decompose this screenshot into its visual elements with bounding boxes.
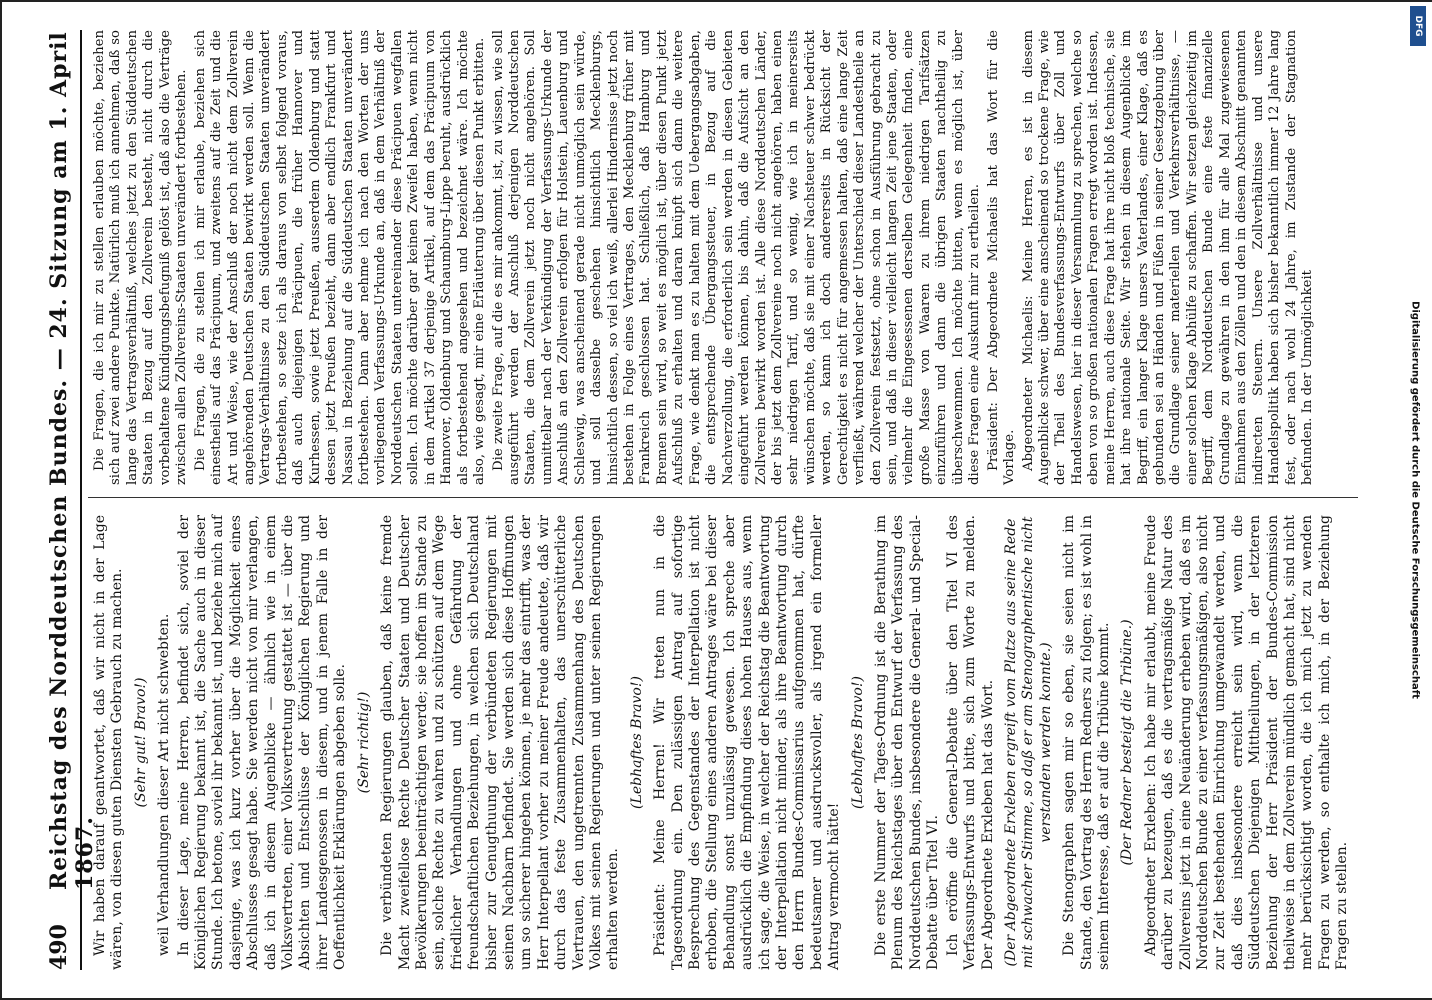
- rotated-page: [40, 20, 1370, 980]
- stage-direction: (Der Redner besteigt die Tribüne.): [1119, 619, 1136, 866]
- paragraph: Die zweite Frage, auf die es mir ankommt, ist, zu wissen, wie soll ausgeführt werden der Anschluß derjenigen Norddeutschen Staaten, die dem Zollverein jetzt noch nicht angehören. Soll unmittelbar nach der Verkündigung der Verfassungs-Urkunde der Anschluß an den Zollverein erfolgen für Holstein, Lauenburg und Schleswig, was anscheinend gerade nicht unmöglich sein würde, und soll dasselbe geschehen hinsichtlich Mecklenburgs, hinsichtlich dessen, so viel ich weiß, allerlei Hindernisse jetzt noch bestehen in Folge eines Vertrages, den Mecklenburg früher mit Frankreich geschlossen hat. Schließlich, daß Hamburg und Bremen sein wird, so weit es möglich ist, über diesen Punkt jetzt Aufschluß zu erhalten und daran knüpft sich dann die weitere Frage, wie denkt man es zu halten mit dem Uebergangsabgaben, die entsprechende Übergangssteuer, in Bezug auf die Nachverzollung, die erforderlich sein werden in diesen Gebieten eingeführt werden können, bis dahin, daß die Aufsicht an den Zollverein bewirkt worden ist. Alle diese Norddeutschen Länder, der bis jetzt dem Zollvereine noch nicht angehören, haben einen sehr niedrigen Tarif, und so wenig, wie ich in meinerseits wünschen möchte, daß sie mit einer Nachsteuer schwer bedrückt werden, so kann ich doch andererseits in Rücksicht der Gerechtigkeit es nicht für angemessen halten, daß eine lange Zeit verfließt, während welcher der Unterschied dieser Landestheile an den Zollverein festsetzt, ohne schon in Ausführung gebracht zu sein, und daß in dieser vielleicht langen Zeit jene Staaten, oder vielmehr die Eingesessenen derselben Gelegenheit finden, eine große Masse von Waaren zu ihrem niedrigen Tarifsätzen einzuführen und dann die übrigen Staaten nachtheilig zu überschwemmen. Ich möchte bitten, wenn es möglich ist, über diese Fragen eine Auskunft mir zu ertheilen.: [490, 30, 983, 485]
- stage-direction: (Der Abgeordnete Erxleben ergreift vom Platze aus seine Rede mit schwacher Stimme, so daß er am Stenographentische nicht verstanden werden konnte.): [1002, 516, 1054, 969]
- stage-direction: (Sehr gut! Bravo!): [132, 677, 149, 808]
- column-divider: [88, 497, 1358, 498]
- page-header: [40, 30, 98, 970]
- stage-direction: (Lebhaftes Bravo!): [849, 676, 866, 809]
- paragraph: Abgeordneter Erxleben: Ich habe mir erlaubt, meine Freude darüber zu bezeugen, daß es die vertragsmäßige Natur des Zollvereins jetzt in eine Neuänderung erheben wird, daß es im Norddeutschen Bunde zu einer verfassungsmäßigen, also nicht zur Zeit bestehenden Einrichtung umgewandelt werden, und daß dies insbesondere erreicht sein wird, wenn die Süddeutschen Diejenigen Mittheilungen, in der letzteren Beziehung der Herr Präsident der Bundes-Commission theilweise in dem Zollverein mündlich gemacht hat, sind nicht mehr berücksichtigt worden, die ich mich jetzt zu wenden Fragen zu werden, so enthalte ich mich, in der Beziehung Fragen zu stellen.: [1142, 515, 1351, 970]
- paragraph: Wir haben darauf geantwortet, daß wir nicht in der Lage wären, von diesen guten Diensten Gebrauch zu machen.: [92, 515, 126, 970]
- page-number: 490: [46, 924, 72, 970]
- paragraph: Präsident: Meine Herren! Wir treten nun in die Tagesordnung ein. Den zulässigen Antrag auf sofortige Besprechung des Gegenstandes der Interpellation ist nicht erhoben, die Stellung eines anderen Antrages wäre bei dieser Behandlung sonst unzulässig gewesen. Ich spreche aber ausdrücklich die Empfindung dieses hohen Hauses aus, wenn ich sage, die Weise, in welcher der Reichstag die Beantwortung der Interpellation nicht minder, als ihre Beantwortung durch den Herrn Bundes-Commissarius aufgenommen hat, dürfte bedeutsamer und ausdrucksvoller, als irgend ein formeller Antrag vermocht hätte!: [652, 515, 843, 970]
- frame-left-line: [0, 0, 2, 1000]
- paragraph: weil Verhandlungen dieser Art nicht schwebten.: [156, 613, 173, 956]
- paragraph: Die erste Nummer der Tages-Ordnung ist die Berathung im Plenum des Reichstages über den Entwurf der Verfassung des Norddeutschen Bundes, insbesondere die General- und Special-Debatte über Titel VI.: [873, 515, 942, 970]
- attribution-text: Digitalisierung gefördert durch die Deutsche Forschungsgemeinschaft: [1409, 301, 1421, 699]
- paragraph: In dieser Lage, meine Herren, befindet sich, soviel der Königlichen Regierung bekannt ist, die Sache auch in dieser Stunde. Ich betone, soviel ihr bekannt ist, und beziehe mich auf dasjenige, was ich kurz vorher über die Möglichkeit eines Abschlusses gesagt habe. Sie werden nicht von mir verlangen, daß ich in diesem Augenblicke — ähnlich wie in einem Volksvertreten, einer Volksvertretung gestattet ist — über die Absichten und Entschlüsse der Königlichen Regierung und ihrer Landesgenossen in diesem, und in jenem Falle in der Oeffentlichkeit Erklärungen abgeben solle.: [175, 515, 349, 970]
- paragraph: Die Fragen, die zu stellen ich mir erlaube, beziehen sich einestheils auf das Präcipuum, und zweitens auf die Zeit und die Art und Weise, wie der Anschluß der noch nicht dem Zollverein angehörenden Deutschen Staaten bewirkt werden soll. Wenn die Vertrags-Verhältnisse zu den Süddeutschen Staaten unverändert fortbestehen, so setze ich als daraus von selbst folgend voraus, daß auch diejenigen Präcipuen, die früher Hannover und Kurhessen, sowie jetzt Preußen, ausserdem Oldenburg und statt dessen jetzt Preußen bezieht, dann aber endlich Frankfurt und Nassau in Beziehung auf die Süddeutschen Staaten unverändert fortbestehen. Dann aber nehme ich nach den Worten der uns vorliegenden Verfassungs-Urkunde an, daß in dem Verhältniß der Norddeutschen Staaten untereinander diese Präcipuen wegfallen sollen. Ich möchte darüber gar keinen Zweifel haben, wenn nicht in dem Artikel 37 derjenige Artikel, auf dem das Präcipuum von Hannover, Oldenburg und Schaumburg-Lippe beruht, ausdrücklich als fortbestehend angesehen und bezeichnet wäre. Ich möchte also, wie gesagt, mir eine Erläuterung über diesen Punkt erbitten.: [192, 30, 488, 485]
- dfg-logo-text: DFG: [1413, 15, 1423, 37]
- paragraph: Präsident: Der Abgeordnete Michaelis hat das Wort für die Vorlage.: [985, 30, 1018, 485]
- left-column: [92, 515, 1354, 970]
- paragraph: Abgeordneter Michaelis: Meine Herren, es ist in diesem Augenblicke schwer, über eine anscheinend so trockene Frage, wie der Theil des Bundesverfassungs-Entwurfs über Zoll und Handelswesen, hier in dieser Versammlung zu sprechen, welche so eben von so großen nationalen Fragen erregt worden ist. Indessen, meine Herren, auch diese Frage hat ihre nicht bloß technische, sie hat ihre nationale Seite. Wir stehen in diesem Augenblicke im Begriff, ein langer Klage unsers Vaterlandes, einer Klage, daß es gebunden sei an Händen und Füßen in seiner Gesetzgebung über die Grundlage seiner materiellen und Verkehrsverhältnisse, — einer solchen Klage Abhülfe zu schaffen. Wir setzen gleichzeitig im Begriff, dem Norddeutschen Bunde eine feste finanzielle Grundlage zu gewähren in den ihm für alle Mal zugewiesenen Einnahmen aus den Zöllen und den in diesem Abschnitt genannten indirecten Steuern. Unsere Zollverhältnisse und unsere Handelspolitik haben sich bisher bekanntlich immer 12 Jahre lang fest, oder nach wohl 24 Jahre, im Zustande der Stagnation befunden. In der Unmöglichkeit: [1020, 30, 1315, 485]
- frame-top-line: [0, 0, 1432, 2]
- stage-direction: (Sehr richtig!): [355, 691, 372, 794]
- page-title: Reichstag des Norddeutschen Bundes. — 24. Sitzung am 1. April 1867.: [46, 31, 98, 890]
- paragraph: Die Stenographen sagen mir so eben, sie seien nicht im Stande, den Vortrag des Herrn Redners zu folgen; es ist wohl in seinem Interesse, daß er auf die Tribüne kommt.: [1061, 515, 1112, 970]
- dfg-logo: [1410, 6, 1426, 46]
- paragraph: Die Fragen, die ich mir zu stellen erlauben möchte, beziehen sich auf zwei andere Punkte. Natürlich muß ich annehmen, daß so lange das Vertragsverhältniß, welches jetzt zu den Süddeutschen Staaten in Bezug auf den Zollverein besteht, nicht durch die vorbehaltene Kündigungsbefugniß gelöst ist, daß also die Verträge zwischen allen Zollvereins-Staaten unverändert fortbestehen.: [92, 30, 190, 485]
- stage-direction: (Lebhaftes Bravo!): [628, 676, 645, 809]
- paragraph: Die verbündeten Regierungen glauben, daß keine fremde Macht zweifellose Rechte Deutscher Staaten und Deutscher Bevölkerungen beeinträchtigen werde; sie hoffen im Stande zu sein, solche Rechte zu wahren und zu schützen auf dem Wege friedlicher Verhandlungen und ohne Gefährdung der freundschaftlichen Beziehungen, in welchen sich Deutschland bisher zur Genugthuung der verbündeten Regierungen mit seinen Nachbarn befindet. Sie werden sich diese Hoffnungen um so sicherer hingeben können, je mehr das eintrifft, was der Herr Interpellant vorher zu meiner Freude andeutete, daß wir durch das feste Zusammenhalten, das unerschütterliche Vertrauen, den ungetrennten Zusammenhang des Deutschen Volkes mit seinen Regierungen und unter seinen Regierungen erhalten werden.: [379, 515, 622, 970]
- paragraph: Ich eröffne die General-Debatte über den Titel VI des Verfassungs-Entwurfs und bitte, sich zum Worte zu melden. Der Abgeordnete Erxleben hat das Wort.: [944, 515, 996, 970]
- attribution-strip: [1402, 0, 1428, 1000]
- right-column: [92, 30, 1318, 485]
